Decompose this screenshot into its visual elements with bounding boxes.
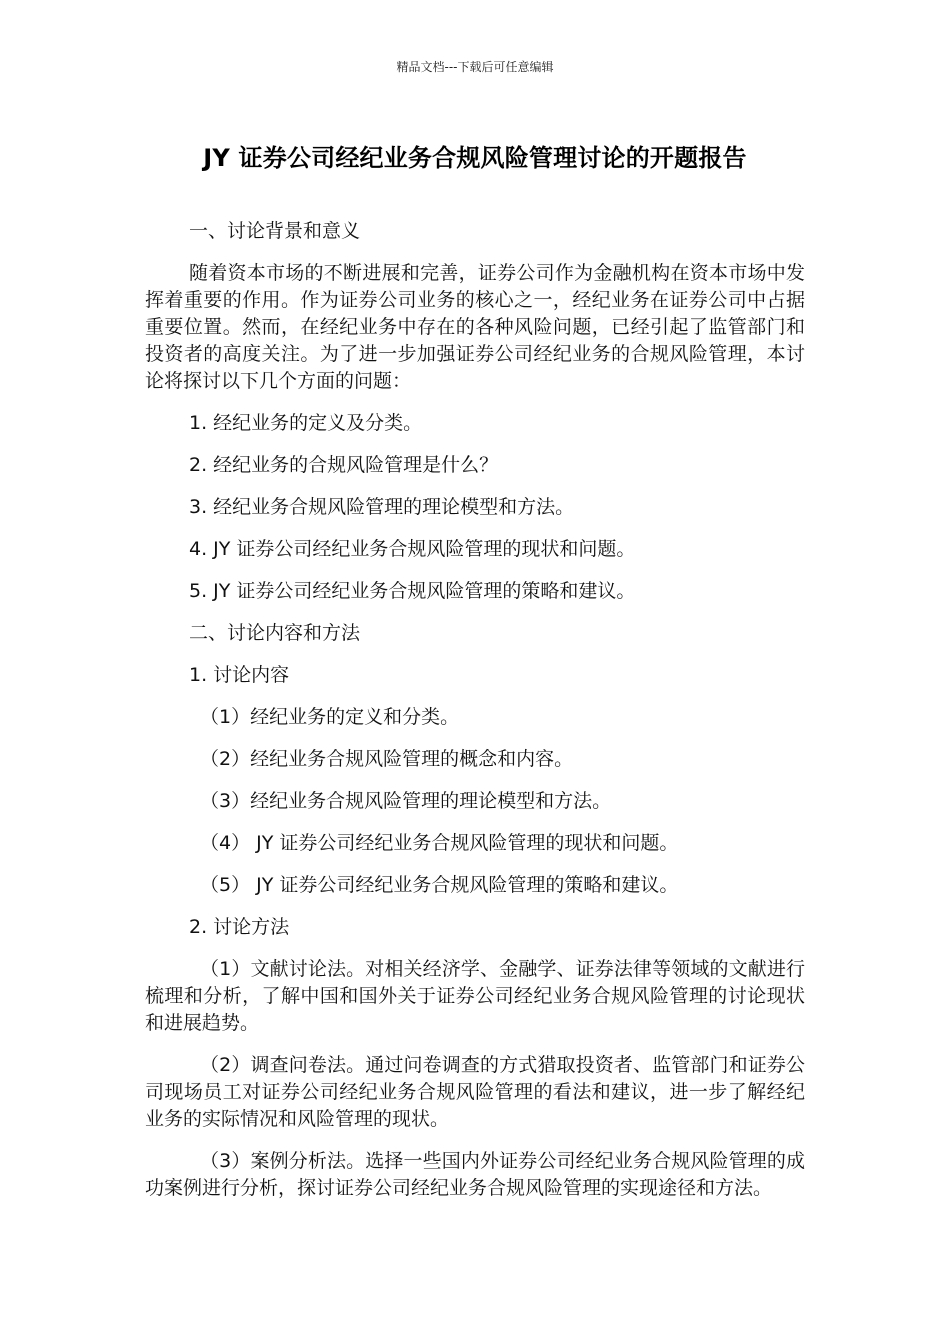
content-subheading: 1. 讨论内容 [189,664,290,686]
section-heading-background: 一、讨论背景和意义 [189,220,361,242]
content-item: （4） JY 证券公司经纪业务合规风险管理的现状和问题。 [200,832,679,854]
content-item: （3）经纪业务合规风险管理的理论模型和方法。 [200,790,612,812]
question-item: 5. JY 证券公司经纪业务合规风险管理的策略和建议。 [189,580,636,602]
question-item: 3. 经纪业务合规风险管理的理论模型和方法。 [189,496,575,518]
content-item: （1）经纪业务的定义和分类。 [200,706,460,728]
method-paragraph: （1）文献讨论法。对相关经济学、金融学、证券法律等领域的文献进行梳理和分析，了解中国和国外关于证券公司经纪业务合规风险管理的讨论现状和进展趋势。 [145,958,805,1034]
document-body [145,218,805,1217]
content-item: （2）经纪业务合规风险管理的概念和内容。 [200,748,574,770]
question-item: 2. 经纪业务的合规风险管理是什么？ [189,454,499,476]
question-item: 1. 经纪业务的定义及分类。 [189,412,423,434]
background-paragraph: 随着资本市场的不断进展和完善，证券公司作为金融机构在资本市场中发挥着重要的作用。作为证券公司业务的核心之一，经纪业务在证券公司中占据重要位置。然而，在经纪业务中存在的各种风险问题，已经引起了监管部门和投资者的高度关注。为了进一步加强证券公司经纪业务的合规风险管理，本讨论将探讨以下几个方面的问题： [145,262,805,392]
method-paragraph: （2）调查问卷法。通过问卷调查的方式猎取投资者、监管部门和证券公司现场员工对证券公司经纪业务合规风险管理的看法和建议，进一步了解经纪业务的实际情况和风险管理的现状。 [145,1054,805,1130]
header-note: 精品文档---下载后可任意编辑 [396,60,554,74]
method-paragraph: （3）案例分析法。选择一些国内外证券公司经纪业务合规风险管理的成功案例进行分析，探讨证券公司经纪业务合规风险管理的实现途径和方法。 [145,1150,805,1199]
method-subheading: 2. 讨论方法 [189,916,290,938]
document-title: JY 证券公司经纪业务合规风险管理讨论的开题报告 [203,144,747,172]
content-item: （5） JY 证券公司经纪业务合规风险管理的策略和建议。 [200,874,679,896]
question-item: 4. JY 证券公司经纪业务合规风险管理的现状和问题。 [189,538,636,560]
section-heading-content-methods: 二、讨论内容和方法 [189,622,361,644]
